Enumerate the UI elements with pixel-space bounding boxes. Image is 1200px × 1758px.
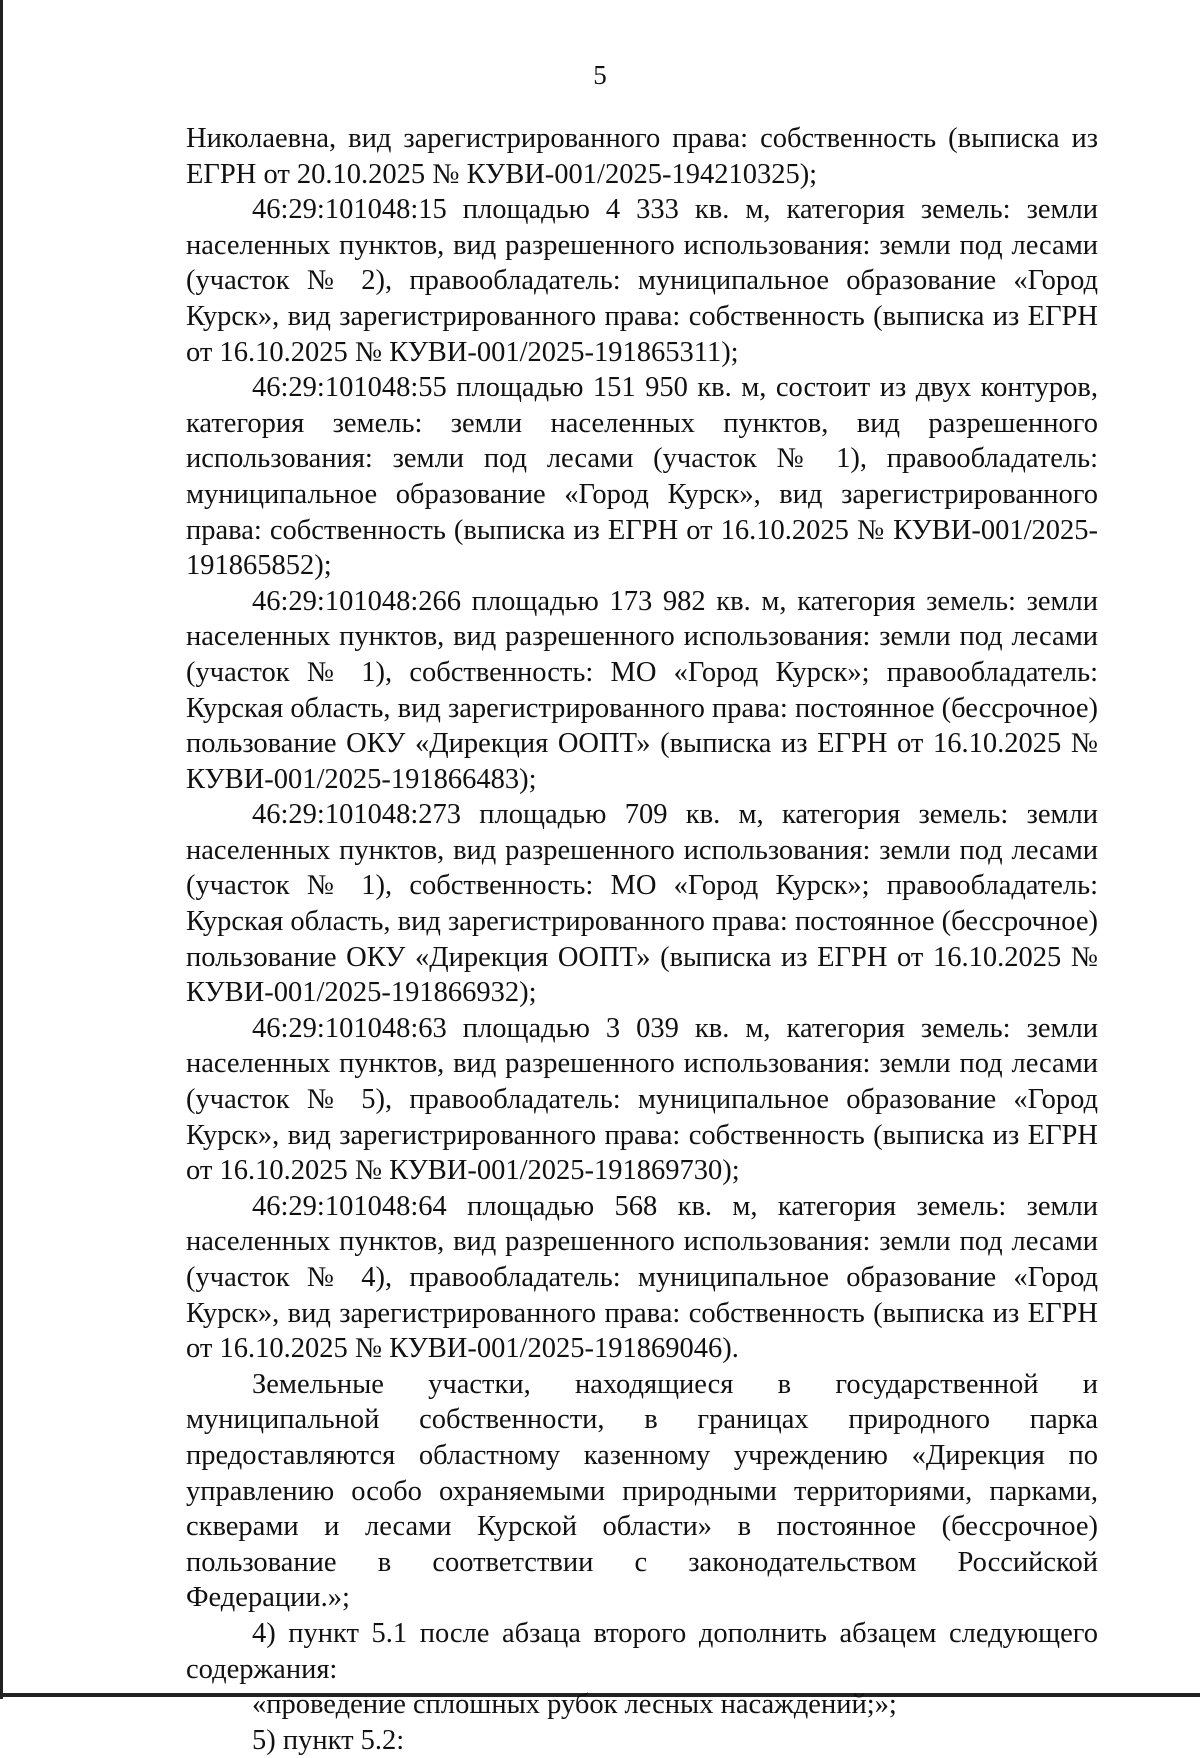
scan-edge-left (0, 0, 3, 1699)
paragraph-item-4: 4) пункт 5.1 после абзаца второго дополнить абзацем следующего содержания: (186, 1617, 1098, 1685)
document-body (186, 121, 1098, 1758)
paragraph-parcel-273: 46:29:101048:273 площадью 709 кв. м, категория земель: земли населенных пунктов, вид разрешенного использования: земли под лесами (участок № 1), собственность: МО «Город Курск»; правообладатель: Курская область, вид зарегистрированного права: постоянное (бессрочное) пользование ОКУ «Дирекция ООПТ» (выписка из ЕГРН от 16.10.2025 № КУВИ-001/2025-191866932); (186, 799, 1098, 1009)
paragraph-parcel-266: 46:29:101048:266 площадью 173 982 кв. м, категория земель: земли населенных пунктов, вид разрешенного использования: земли под лесами (участок № 1), собственность: МО «Город Курск»; правообладатель: Курская область, вид зарегистрированного права: постоянное (бессрочное) пользование ОКУ «Дирекция ООПТ» (выписка из ЕГРН от 16.10.2025 № КУВИ-001/2025-191866483); (186, 585, 1098, 795)
paragraph-parcel-15: 46:29:101048:15 площадью 4 333 кв. м, категория земель: земли населенных пунктов, вид разрешенного использования: земли под лесами (участок № 2), правообладатель: муниципальное образование «Город Курск», вид зарегистрированного права: собственность (выписка из ЕГРН от 16.10.2025 № КУВИ-001/2025-191865311); (186, 194, 1098, 368)
paragraph-parcel-63: 46:29:101048:63 площадью 3 039 кв. м, категория земель: земли населенных пунктов, вид разрешенного использования: земли под лесами (участок № 5), правообладатель: муниципальное образование «Город Курск», вид зарегистрированного права: собственность (выписка из ЕГРН от 16.10.2025 № КУВИ-001/2025-191869730); (186, 1012, 1098, 1187)
paragraph-land-provision: Земельные участки, находящиеся в государственной и муниципальной собственности, в границах природного парка предоставляются областному казенному учреждению «Дирекция по управлению особо охраняемыми природными территориями, парками, скверами и лесами Курской области» в постоянное (бессрочное) пользование в соответствии с законодательством Российской Федерации.»; (186, 1368, 1098, 1614)
paragraph-quoted-addition: «проведение сплошных рубок лесных насаждений;»; (252, 1689, 897, 1721)
paragraph-item-5: 5) пункт 5.2: (252, 1724, 405, 1756)
page-number: 5 (593, 60, 607, 90)
paragraph-parcel-64: 46:29:101048:64 площадью 568 кв. м, категория земель: земли населенных пунктов, вид разрешенного использования: земли под лесами (участок № 4), правообладатель: муниципальное образование «Город Курск», вид зарегистрированного права: собственность (выписка из ЕГРН от 16.10.2025 № КУВИ-001/2025-191869046). (186, 1190, 1098, 1365)
paragraph-parcel-55: 46:29:101048:55 площадью 151 950 кв. м, состоит из двух контуров, категория земель: земли населенных пунктов, вид разрешенного использования: земли под лесами (участок № 1), правообладатель: муниципальное образование «Город Курск», вид зарегистрированного права: собственность (выписка из ЕГРН от 16.10.2025 № КУВИ-001/2025-191865852); (186, 372, 1098, 582)
paragraph-owner-continuation: Николаевна, вид зарегистрированного права: собственность (выписка из ЕГРН от 20.10.2025 № КУВИ-001/2025-194210325); (186, 123, 1098, 190)
